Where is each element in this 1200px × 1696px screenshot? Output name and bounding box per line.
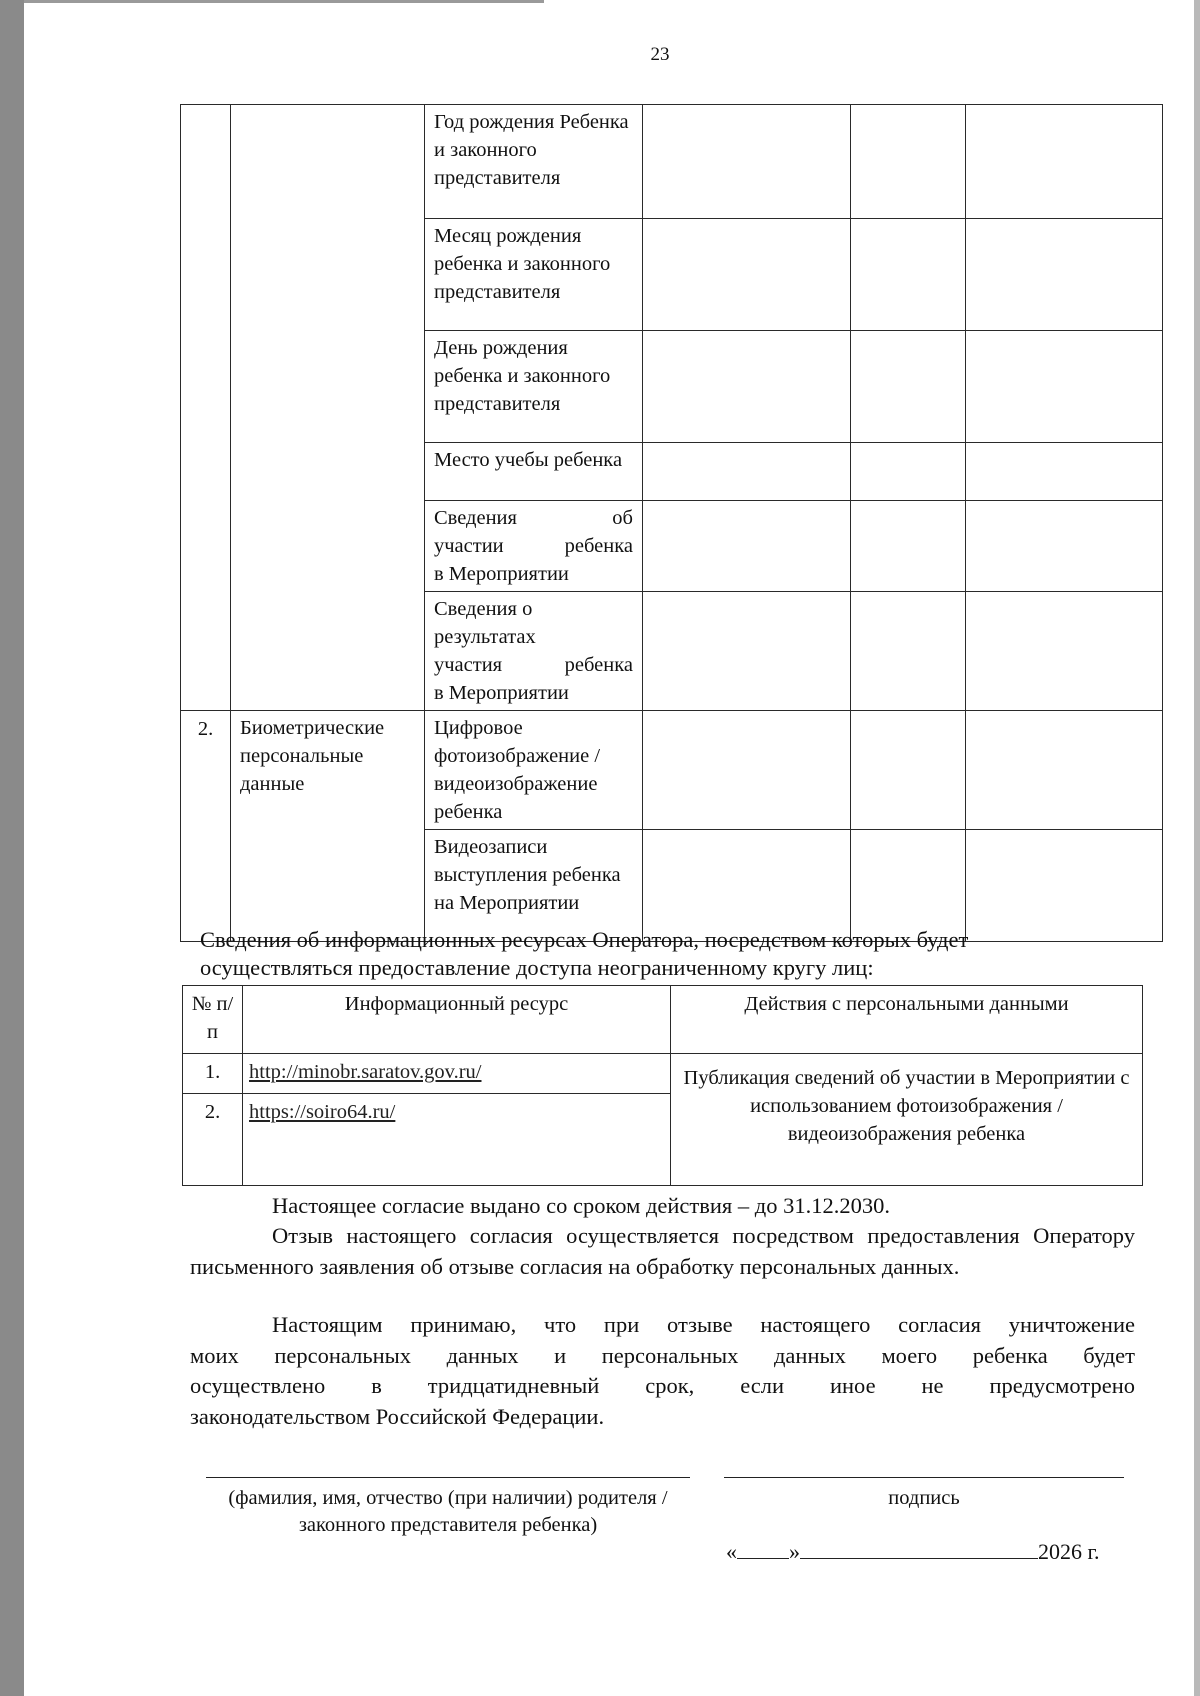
resource-cell [243, 1094, 671, 1186]
revocation-paragraph: Отзыв настоящего согласия осуществляется посредством предоставления Оператору письменного заявления об отзыве согласия на обработку персональных данных. [190, 1223, 1135, 1279]
resource-cell [243, 1054, 671, 1094]
month-blank [800, 1538, 1038, 1559]
resources-intro: Сведения об информационных ресурсах Оператора, посредством которых будет осуществляться предоставление доступа неограниченному кругу лиц: [200, 927, 969, 980]
date-line [726, 1538, 1126, 1565]
item-line: участии ребенка [434, 535, 633, 557]
table-row [181, 105, 1163, 219]
day-blank [737, 1538, 789, 1559]
date-year: 2026 г. [1038, 1539, 1100, 1564]
paragraph-line: Настоящим принимаю, что при отзыве настоящего согласия уничтожение [272, 1312, 1135, 1337]
name-signature-line [206, 1477, 690, 1478]
signature-caption: подпись [888, 1487, 960, 1509]
scan-edge-right [1194, 0, 1200, 1696]
actions-cell: Публикация сведений об участии в Мероприятии с использованием фотоизображения / видеоизображения ребенка [671, 1054, 1143, 1186]
table-cell-item: Год рождения Ребенка и законного представителя [425, 105, 643, 219]
date-quote-close: » [789, 1539, 800, 1564]
header-resource: Информационный ресурс [243, 986, 671, 1054]
table-header-row [183, 986, 1143, 1054]
table-cell-num [181, 105, 231, 711]
table-cell-category [231, 105, 425, 711]
item-line: участия ребенка [434, 654, 633, 676]
scan-edge-left [0, 0, 24, 1696]
table-cell-item: Видеозаписи выступления ребенка на Мероприятии [425, 830, 643, 942]
item-line: результатах [434, 626, 536, 648]
page-number: 23 [650, 44, 670, 65]
table-cell-item: Место учебы ребенка [425, 443, 643, 501]
table-cell-item: День рождения ребенка и законного представителя [425, 331, 643, 443]
resource-link[interactable]: http://minobr.saratov.gov.ru/ [249, 1061, 482, 1083]
item-line: Сведения о [434, 598, 533, 620]
item-line: в Мероприятии [434, 563, 569, 585]
item-line: Сведения об [434, 507, 633, 529]
table-cell-num: 2. [181, 711, 231, 942]
table-cell-item: Цифровое фотоизображение / видеоизображение ребенка [425, 711, 643, 830]
paragraph-line: осуществлено в тридцатидневный срок, если иное не предусмотрено [190, 1373, 1135, 1398]
header-num: № п/п [183, 986, 243, 1054]
signature-line [724, 1477, 1124, 1478]
table-cell-item: Месяц рождения ребенка и законного представителя [425, 219, 643, 331]
item-line: в Мероприятии [434, 682, 569, 704]
row-num: 2. [183, 1094, 243, 1186]
resource-link[interactable]: https://soiro64.ru/ [249, 1101, 396, 1123]
table-row [183, 1054, 1143, 1094]
info-resources-table [182, 985, 1143, 1186]
paragraph-line: законодательством Российской Федерации. [190, 1403, 605, 1429]
header-actions: Действия с персональными данными [671, 986, 1143, 1054]
paragraph-line: моих персональных данных и персональных данных моего ребенка будет [190, 1342, 1135, 1368]
destruction-paragraph [190, 1310, 1135, 1432]
row-num: 1. [183, 1054, 243, 1094]
scan-edge-top [24, 0, 544, 3]
table-cell-item [425, 501, 643, 592]
table-row [181, 711, 1163, 830]
date-quote-open: « [726, 1539, 737, 1564]
table-cell-category: Биометрические персональные данные [231, 711, 425, 942]
table-cell-item [425, 592, 643, 711]
validity-paragraph: Настоящее согласие выдано со сроком действия – до 31.12.2030. [272, 1193, 890, 1218]
personal-data-table [180, 104, 1163, 942]
name-caption: (фамилия, имя, отчество (при наличии) родителя / законного представителя ребенка) [228, 1487, 668, 1536]
